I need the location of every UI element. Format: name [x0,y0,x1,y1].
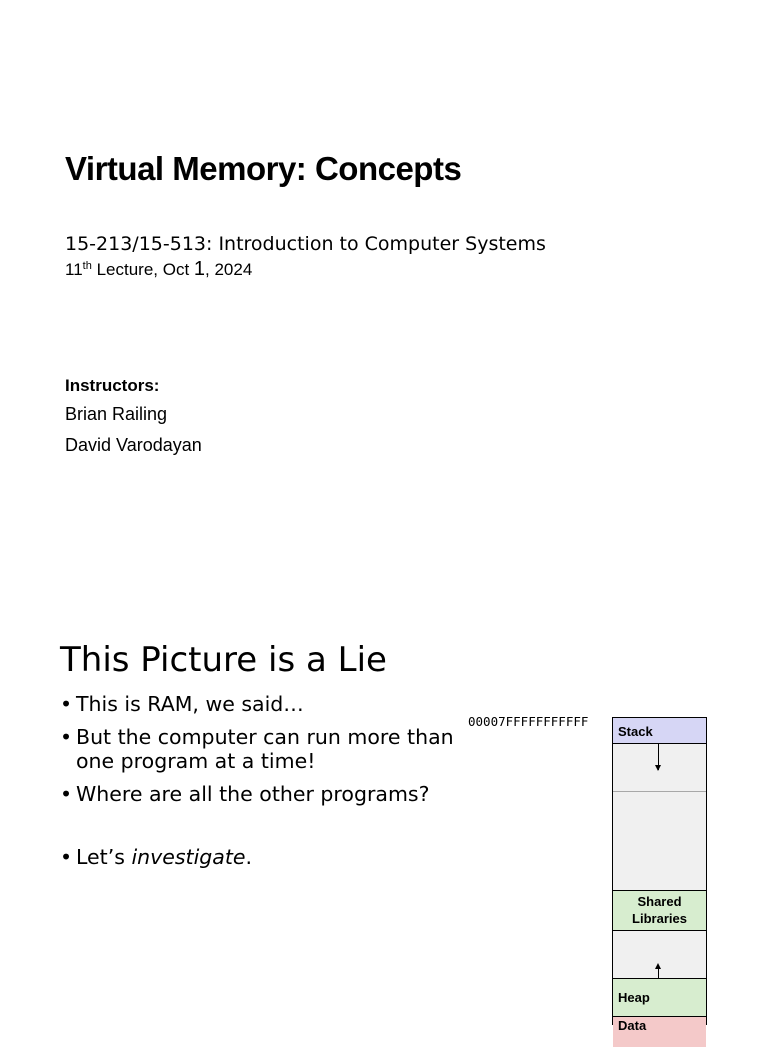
free-space-segment [613,792,706,891]
course-name: 15-213/15-513: Introduction to Computer Systems [65,233,546,255]
free-space-segment [613,744,706,792]
data-segment: Data [613,1017,706,1047]
bullet-item [60,845,460,869]
arrow-down-icon [658,744,659,770]
lecture-label: Lecture, Oct [91,260,194,279]
content-slide [0,600,768,1033]
free-space-segment [613,931,706,979]
slide-title: Virtual Memory: Concepts [65,150,462,187]
instructors-heading: Instructors: [65,376,160,395]
bullet-text-end: . [245,845,253,869]
instructor-name: David Varodayan [65,435,202,455]
bullet-item: • Where are all the other programs? [60,782,460,806]
lecture-day: 1 [193,258,206,280]
lecture-year: , 2024 [205,260,253,279]
lecture-number: 11 [65,260,83,279]
bullet-text: Let’s [76,845,132,869]
memory-layout-diagram [612,717,707,1033]
lecture-ordinal-suffix: th [82,260,92,272]
stack-segment: Stack [613,718,706,744]
bullet-item: • This is RAM, we said… [60,692,460,716]
lecture-info [65,258,252,281]
top-address-label: 00007FFFFFFFFFFF [468,714,589,729]
slide-title: This Picture is a Lie [60,640,387,680]
shared-libraries-segment [613,891,706,931]
bullet-list [60,692,460,878]
heap-segment: Heap [613,979,706,1017]
shared-libraries-label-line1: Shared [637,894,682,909]
shared-libraries-label-line2: Libraries [632,911,687,926]
bullet-item: • But the computer can run more than one program at a time! [60,725,460,773]
instructor-name: Brian Railing [65,404,168,424]
emphasis-text: investigate [131,845,246,869]
arrow-up-icon [658,965,659,979]
